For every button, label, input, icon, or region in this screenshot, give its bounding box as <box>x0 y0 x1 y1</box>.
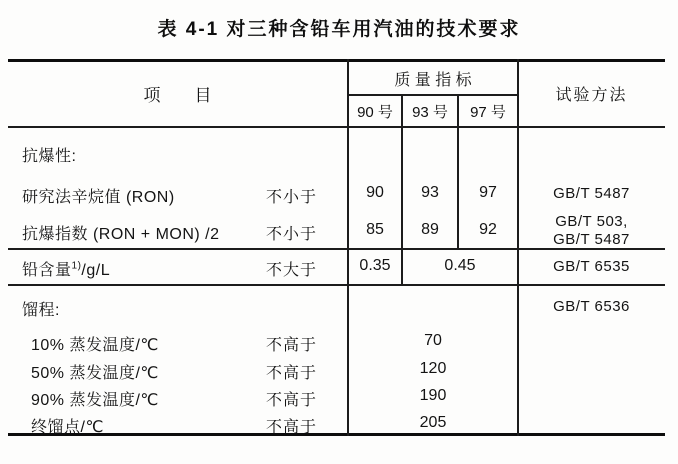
table-row <box>0 184 678 206</box>
method-distillation: GB/T 6536 <box>553 298 630 315</box>
value-ron-93: 93 <box>421 184 439 201</box>
row-label-ron: 研究法辛烷值 (RON) <box>22 189 175 206</box>
table-row <box>0 414 678 436</box>
qualifier-not-higher-than: 不高于 <box>266 337 318 354</box>
qualifier-not-greater-than: 不大于 <box>266 262 318 279</box>
qualifier-not-higher-than: 不高于 <box>266 365 318 382</box>
table-row <box>0 332 678 354</box>
row-label-end-point: 终馏点/℃ <box>31 419 104 436</box>
value-evap90: 190 <box>419 387 447 404</box>
value-ron-97: 97 <box>479 184 497 201</box>
method-lead-content: GB/T 6535 <box>553 258 630 275</box>
qualifier-not-less-than: 不小于 <box>266 189 318 206</box>
value-lead-90: 0.35 <box>359 257 391 274</box>
table-row <box>0 387 678 409</box>
table-row <box>0 297 678 319</box>
value-index-97: 92 <box>479 221 497 238</box>
row-label-antiknock-index: 抗爆指数 (RON + MON) /2 <box>22 226 220 243</box>
method-antiknock-index <box>519 213 664 249</box>
method-line-1: GB/T 503, <box>555 213 628 230</box>
table-row <box>0 143 678 165</box>
header-grade-93: 93 号 <box>412 103 448 121</box>
header-quality-indicators: 质 量 指 标 <box>394 71 472 89</box>
table-row <box>0 257 678 279</box>
table-title: 表 4-1 对三种含铅车用汽油的技术要求 <box>157 19 521 40</box>
row-label-evap50: 50% 蒸发温度/℃ <box>31 365 159 382</box>
value-ron-90: 90 <box>366 184 384 201</box>
header-grade-90: 90 号 <box>357 103 393 121</box>
table-row <box>0 360 678 382</box>
method-ron: GB/T 5487 <box>553 185 630 202</box>
value-index-93: 89 <box>421 221 439 238</box>
method-line-2: GB/T 5487 <box>553 231 630 248</box>
value-evap10: 70 <box>424 332 442 349</box>
row-label-lead-content <box>22 257 110 280</box>
value-end-point: 205 <box>419 414 447 431</box>
rule-below-lead-row <box>8 284 665 286</box>
rule-under-header <box>8 126 665 128</box>
row-label-distillation-section: 馏程: <box>22 302 60 319</box>
value-evap50: 120 <box>419 360 447 377</box>
value-index-90: 85 <box>366 221 384 238</box>
header-test-method: 试验方法 <box>555 87 628 104</box>
row-label-antiknock-section: 抗爆性: <box>22 148 77 165</box>
lead-label-unit: /g/L <box>81 262 111 279</box>
value-lead-93-97: 0.45 <box>444 257 476 274</box>
header-item-column: 项 目 <box>143 86 212 105</box>
qualifier-not-higher-than: 不高于 <box>266 392 318 409</box>
qualifier-not-less-than: 不小于 <box>266 226 318 243</box>
footnote-marker: 1) <box>71 260 82 272</box>
row-label-evap90: 90% 蒸发温度/℃ <box>31 392 159 409</box>
row-label-evap10: 10% 蒸发温度/℃ <box>31 337 159 354</box>
lead-label-text: 铅含量 <box>22 262 72 279</box>
qualifier-not-higher-than: 不高于 <box>266 419 318 436</box>
header-grade-97: 97 号 <box>470 103 506 121</box>
